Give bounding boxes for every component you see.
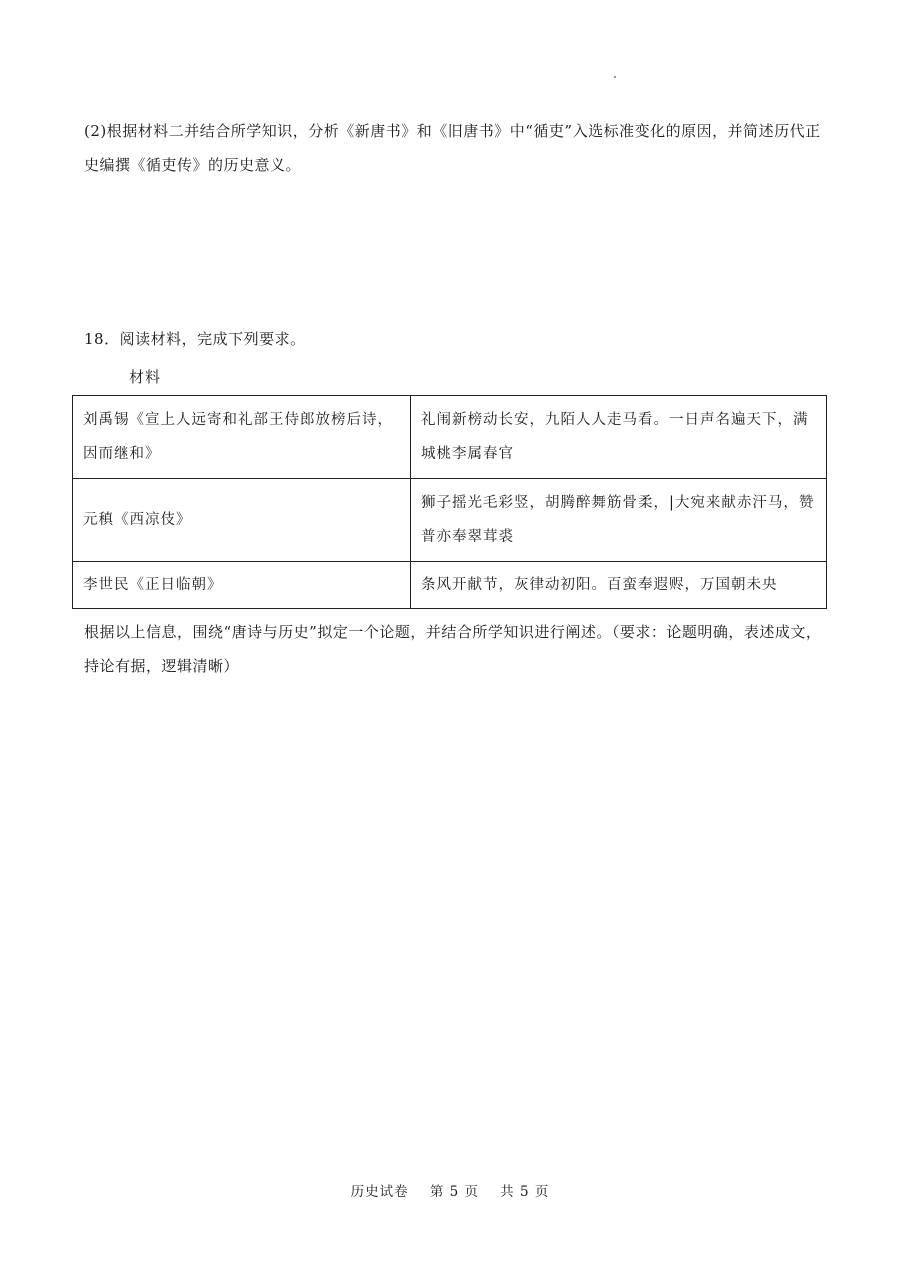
page-footer: 历史试卷 第 5 页 共 5 页 <box>350 1184 550 1200</box>
poem-source-cell: 李世民《正日临朝》 <box>73 562 411 609</box>
poem-verse-cell: 礼闱新榜动长安，九陌人人走马看。一日声名遍天下，满城桃李属春官 <box>411 396 827 479</box>
poem-verse-cell: 条风开献节，灰律动初阳。百蛮奉遐赆，万国朝未央 <box>411 562 827 609</box>
table-row <box>73 396 827 479</box>
table-row <box>73 562 827 609</box>
question-18-task: 根据以上信息，围绕“唐诗与历史”拟定一个论题，并结合所学知识进行阐述。（要求：论题明确，表述成文，持论有据，逻辑清晰） <box>84 623 822 675</box>
poem-verse-cell: 狮子摇光毛彩竖，胡腾醉舞筋骨柔，|大宛来献赤汗马，赞普亦奉翠茸裘 <box>411 479 827 562</box>
material-table <box>72 395 827 609</box>
question-17-part-2: (2)根据材料二并结合所学知识，分析《新唐书》和《旧唐书》中“循吏”入选标准变化的原因，并简述历代正史编撰《循吏传》的历史意义。 <box>84 122 821 174</box>
material-label: 材料 <box>129 368 162 386</box>
poem-source-cell: 刘禹锡《宣上人远寄和礼部王侍郎放榜后诗，因而继和》 <box>73 396 411 479</box>
scan-dot <box>614 76 616 78</box>
question-18-title: 18．阅读材料，完成下列要求。 <box>84 330 306 348</box>
poem-source-cell: 元稹《西凉伎》 <box>73 479 411 562</box>
table-row <box>73 479 827 562</box>
